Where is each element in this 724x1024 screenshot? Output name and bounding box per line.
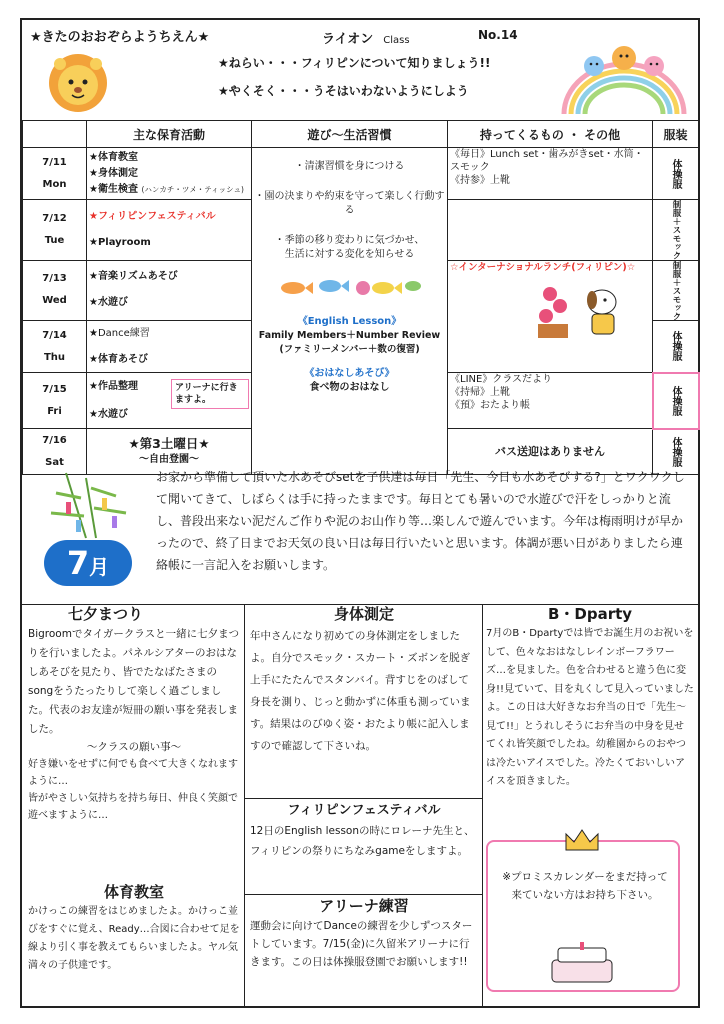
divider: [244, 894, 482, 895]
bring-cell: 《LINE》クラスだより 《持帰》上靴 《預》おたより帳: [448, 373, 653, 429]
header-cell: 遊び～生活習慣: [252, 121, 448, 148]
english-lesson-title: 《English Lesson》: [297, 316, 402, 327]
festival-text: 12日のEnglish lessonの時にロレーナ先生と、フィリピンの祭りにちなみgameをしますよ。: [250, 825, 475, 857]
header-cell: 服装: [653, 121, 699, 148]
month-badge: 7月: [44, 540, 132, 586]
newsletter-sheet: [20, 18, 700, 1008]
wear-cell: 制服＋スモック: [653, 260, 699, 321]
promise-calendar-note: ※プロミスカレンダーをまだ持って来ていない方はお持ち下さい。: [502, 871, 668, 901]
table-row: [23, 148, 699, 200]
date-cell: 7/16 Sat: [23, 429, 87, 475]
sokutei-text: 年中さんになり初めての身体測定をしましたよ。自分でスモック・スカート・ズボンを脱ぎ上手にたたんでスタンバイ。背すじをのばして身長を測り、じっと動かずに体重も測っています。結果はのびゆく姿・おたより帳に記入しますので確認して下さいね。: [250, 630, 471, 752]
school-name: ★きたのおおぞらようちえん★: [30, 30, 210, 45]
activity-cell: ★体育教室 ★身体測定 ★衛生検査 (ハンカチ・ツメ・ティッシュ): [87, 148, 252, 200]
bday-title: B・Dparty: [547, 605, 633, 623]
table-header-row: [23, 121, 699, 148]
taiiku-section: [28, 882, 240, 975]
class-title: ライオン Class: [322, 32, 410, 47]
header-cell: [23, 121, 87, 148]
wear-cell: 体操服: [653, 373, 699, 429]
wear-cell: 体操服: [653, 148, 699, 200]
wish-text: 好き嫌いをせずに何でも食べて大きくなれますように… 皆がやさしい気持ちを持ち毎日、仲良く笑顔で遊べますように…: [28, 759, 238, 821]
play-habits-cell: ・清潔習慣を身につける ・園の決まりや約束を守って楽しく行動する ・季節の移り変わりに気づかせ、 生活に対する変化を知らせる 《English Lesson》 Family Members＋Number Review (ファミリーメンバー＋数の復習) 《おはなしあそび》 食べ物のおはなし: [252, 148, 448, 475]
bring-cell: [448, 200, 653, 261]
aim-text: ★ねらい・・・フィリピンについて知りましょう!!: [218, 56, 491, 70]
wear-cell: 体操服: [653, 429, 699, 475]
weekly-schedule-table: [22, 120, 700, 475]
fish-icon: [275, 270, 425, 304]
festival-title: フィリピンフェスティバル: [287, 803, 441, 818]
arena-title: アリーナ練習: [319, 897, 409, 915]
divider: [244, 798, 482, 799]
date-cell: 7/14 Thu: [23, 321, 87, 373]
activity-cell: ★作品整理 ★水遊び アリーナに行きますよ。: [87, 373, 252, 429]
wear-cell: 制服＋スモック: [653, 200, 699, 261]
header: [22, 20, 698, 120]
activity-cell: ★Dance練習 ★体育あそび: [87, 321, 252, 373]
bring-cell: バス送迎はありません: [448, 429, 653, 475]
tanabata-section: [28, 604, 240, 824]
july-message: [22, 464, 698, 605]
date-cell: 7/15 Fri: [23, 373, 87, 429]
dog-flowers-icon: [530, 274, 640, 340]
wear-cell: 体操服: [653, 321, 699, 373]
bring-cell: 《毎日》Lunch set・歯みがきset・水筒・スモック 《持参》上靴: [448, 148, 653, 200]
divider: [482, 604, 483, 1006]
tanabata-text: Bigroomでタイガークラスと一緒に七夕まつりを行いましたよ。パネルシアターのおはなしあそびを見たり、皆でたなばたさまのsongをうたったりして楽しく過ごしました。代表のお友達が短冊の願い事を発表しました。: [28, 628, 240, 735]
activity-cell: ★フィリピンフェスティバル ★Playroom: [87, 200, 252, 261]
taiiku-text: かけっこの練習をはじめましたよ。かけっこ並びをすぐに覚え、Ready…合図に合わせて足を線より引く事を教えてもらいましたよ。ヤル気満々の子供達です。: [28, 906, 240, 971]
lion-icon: [44, 52, 112, 114]
story-play-body: 食べ物のおはなし: [309, 382, 390, 393]
date-cell: 7/12 Tue: [23, 200, 87, 261]
tanabata-title: 七夕まつり: [68, 605, 144, 623]
activity-cell: ★第3土曜日★ ～自由登園～: [87, 429, 252, 475]
header-cell: 持ってくるもの ・ その他: [448, 121, 653, 148]
birthday-cake-icon: [542, 942, 622, 986]
header-cell: 主な保育活動: [87, 121, 252, 148]
date-cell: 7/13 Wed: [23, 260, 87, 321]
promise-calendar-card: [486, 840, 680, 992]
taiiku-title: 体育教室: [103, 883, 164, 901]
arena-section: [250, 896, 478, 971]
arena-text: 運動会に向けてDanceの練習を少しずつスタートしています。7/15(金)に久留米アリーナに行きます。この日は体操服登園でお願いします!!: [250, 920, 473, 968]
sokutei-title: 身体測定: [333, 605, 394, 623]
july-text: お家から準備して頂いた水あそびsetを子供達は毎日「先生、今日も水あそびする?」とワクワクして聞いてきて、しばらくは手に持ったままです。毎日とても暑いので水遊びで汗をしっかりと流し、普段出来ない泥だんご作りや泥のお山作り等…楽しんで遊んでいます。今年は梅雨明けが早かったので、終了日までお天気の良い日は毎日行いたいと思います。体調が悪い日がありましたら連絡帳に一言記入をお願いします。: [156, 470, 685, 572]
date-cell: 7/11 Mon: [23, 148, 87, 200]
bday-section: [486, 604, 694, 792]
animal-friends-rainbow-icon: [554, 36, 694, 116]
english-lesson-body: Family Members＋Number Review (ファミリーメンバー＋数の復習): [258, 330, 441, 355]
wish-title: ～クラスの願い事～: [86, 741, 182, 753]
story-play-title: 《おはなしあそび》: [304, 368, 395, 379]
sokutei-section: [250, 604, 478, 757]
divider: [244, 604, 245, 1006]
crown-icon: [562, 828, 602, 854]
festival-section: [250, 800, 478, 861]
promise-text: ★やくそく・・・うそはいわないようにしよう: [218, 84, 469, 98]
bring-cell: ☆インターナショナルランチ(フィリピン)☆: [448, 260, 653, 373]
bday-text: 7月のB・Dpartyでは皆でお誕生月のお祝いをして、色々なおはなしレインボーフラワーズ…を見ました。色を合わせると違う色に変身!!見ていて、目を丸くして見入っていましたよ。この日は大好きなお弁当の日で「先生～見て!!」とうれしそうにお弁当の中身を見せてくれ皆笑顔でしたね。幼稚園からのおやつは冷たいアイスでした。冷たくておいしいアイスを頂きました。: [486, 628, 694, 787]
activity-cell: ★音楽リズムあそび ★水遊び: [87, 260, 252, 321]
issue-number: No.14: [478, 28, 518, 42]
arena-note: アリーナに行きますよ。: [171, 379, 249, 409]
